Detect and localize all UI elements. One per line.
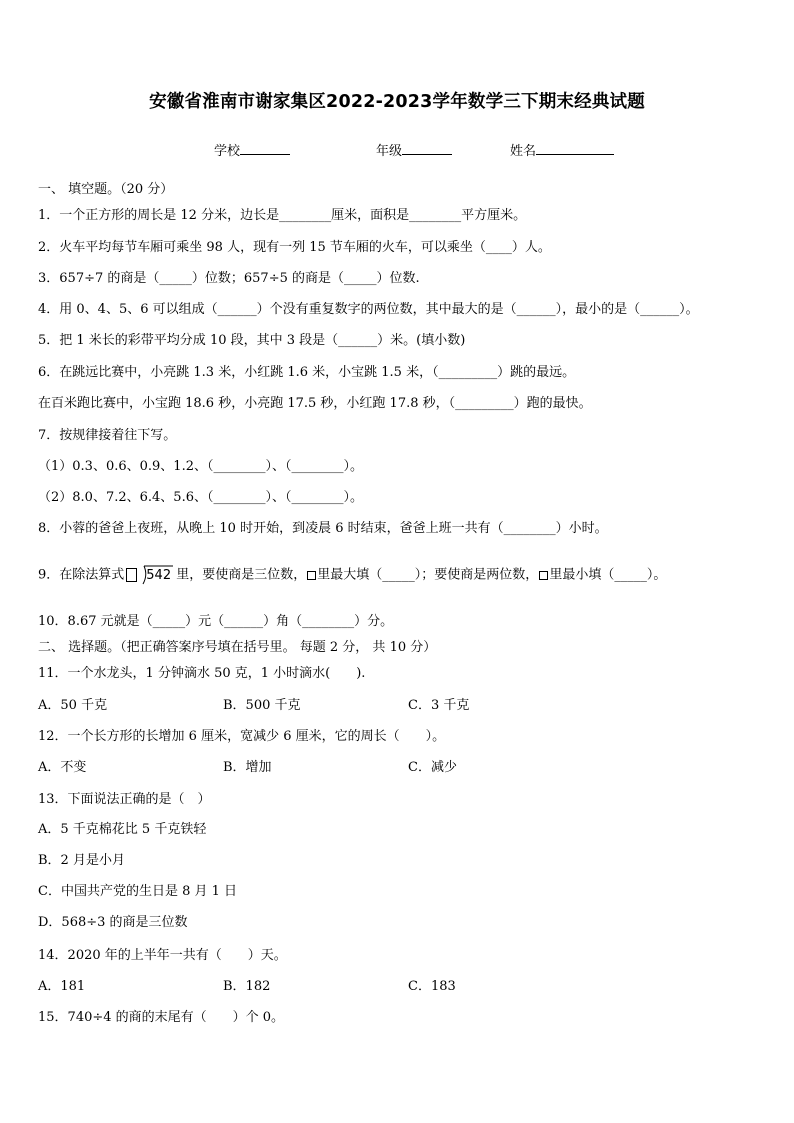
q14-option-a[interactable]: A．181	[38, 979, 86, 994]
question-3: 3．657÷7 的商是（_____）位数；657÷5 的商是（_____）位数.	[38, 271, 420, 286]
question-8: 8．小蓉的爸爸上夜班，从晚上 10 时开始，到凌晨 6 时结束，爸爸上班一共有（________）小时。	[38, 521, 608, 536]
question-2: 2．火车平均每节车厢可乘坐 98 人，现有一列 15 节车厢的火车，可以乘坐（____）人。	[38, 240, 551, 255]
question-5: 5．把 1 米长的彩带平均分成 10 段，其中 3 段是（______）米。(填小数)	[38, 333, 466, 348]
grade-blank[interactable]	[402, 142, 452, 155]
question-9: 9．在除法算式 542 里，要使商是三位数， 里最大填（_____）；要使商是两位数， 里最小填（_____）。	[38, 565, 666, 585]
question-6-long-jump: 6．在跳远比赛中，小亮跳 1.3 米，小红跳 1.6 米，小宝跳 1.5 米，（_________）跳的最远。	[38, 365, 576, 380]
q13-option-a[interactable]: A．5 千克棉花比 5 千克铁轻	[38, 822, 207, 837]
question-7: 7．按规律接着往下写。	[38, 428, 177, 443]
grade-label: 年级	[376, 144, 403, 159]
question-15: 15．740÷4 的商的末尾有（ ）个 0。	[38, 1010, 285, 1025]
question-7-part-2: （2）8.0、7.2、6.4、5.6、（________）、（________）。	[38, 490, 363, 505]
section-choice-heading: 二、 选择题。（把正确答案序号填在括号里。 每题 2 分， 共 10 分）	[38, 640, 437, 655]
small-square-icon	[539, 571, 548, 580]
grade-field	[376, 140, 452, 159]
section-fill-blank-heading: 一、 填空题。（20 分）	[38, 182, 174, 197]
q12-option-b[interactable]: B．增加	[223, 760, 272, 775]
q12-option-c[interactable]: C．减少	[408, 760, 457, 775]
question-1: 1．一个正方形的周长是 12 分米，边长是________厘米，面积是________平方厘米。	[38, 208, 527, 223]
dividend: 542	[146, 568, 172, 583]
question-6-sprint: 在百米跑比赛中，小宝跑 18.6 秒，小亮跑 17.5 秒，小红跑 17.8 秒，（_________）跑的最快。	[38, 396, 592, 411]
school-blank[interactable]	[240, 142, 290, 155]
q11-option-a[interactable]: A．50 千克	[38, 698, 108, 713]
name-blank[interactable]	[536, 142, 614, 155]
question-7-part-1: （1）0.3、0.6、0.9、1.2、（________）、（________）。	[38, 459, 363, 474]
name-label: 姓名	[510, 144, 537, 159]
q13-option-b[interactable]: B．2 月是小月	[38, 853, 125, 868]
q13-option-c[interactable]: C．中国共产党的生日是 8 月 1 日	[38, 884, 238, 899]
page-title: 安徽省淮南市谢家集区2022-2023学年数学三下期末经典试题	[149, 92, 645, 112]
q14-option-c[interactable]: C．183	[408, 979, 456, 994]
name-field	[510, 140, 614, 159]
question-12: 12．一个长方形的长增加 6 厘米，宽减少 6 厘米，它的周长（ ）。	[38, 729, 446, 744]
q14-option-b[interactable]: B．182	[223, 979, 271, 994]
question-10: 10．8.67 元就是（_____）元（______）角（________）分。	[38, 614, 394, 629]
small-square-icon	[307, 571, 316, 580]
question-11: 11．一个水龙头，1 分钟滴水 50 克，1 小时滴水( ).	[38, 666, 366, 681]
q11-option-b[interactable]: B．500 千克	[223, 698, 301, 713]
long-division-symbol	[126, 565, 174, 585]
q13-option-d[interactable]: D．568÷3 的商是三位数	[38, 915, 188, 930]
q12-option-a[interactable]: A．不变	[38, 760, 87, 775]
question-14: 14．2020 年的上半年一共有（ ）天。	[38, 948, 287, 963]
q11-option-c[interactable]: C．3 千克	[408, 698, 470, 713]
question-4: 4．用 0、4、5、6 可以组成（______）个没有重复数字的两位数，其中最大的是（______），最小的是（______）。	[38, 302, 699, 317]
blank-square-icon	[126, 568, 137, 582]
question-13: 13．下面说法正确的是（ ）	[38, 792, 211, 807]
school-label: 学校	[214, 144, 241, 159]
school-field	[214, 140, 290, 159]
